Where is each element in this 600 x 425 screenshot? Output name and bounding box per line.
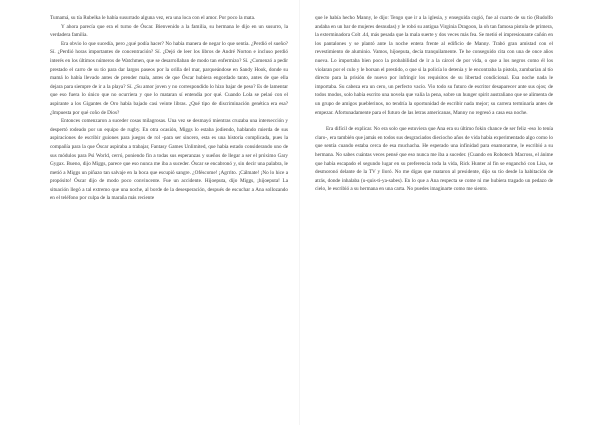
right-page bbox=[315, 14, 553, 414]
right-paragraph-1: que le había hecho Manny, le dijo: Tengo que ir a la iglesia, y enseguida cogió, fue al cuarto de su tío (Rudolfo andaba en un bar de mujeres desnudas) y le robó su antigua Virginia Dragoon, la oh tan famosa pistola de primera, la exterminadora Colt .44, más pesada que la mala suerte y dos veces más fea. Se metió el impresionante cañón en los pantalones y se plantó ante la noche entera frente al edificio de Manny. Trabó gran amistad con el revestimiento de aluminio. Vamos, hijoeputa, decía tranquilamente. Te he conseguido cita con una de once años nueva. Lo importaba bien poco la probabilidad de ir a la cárcel de por vida, o que a los negros como él los violaran por el culo y le borsan el prestido, o que si la policía lo detenía y le encontraba la pistola, zumbarían al tío directo para la prisión de nuevo por infringir los requisitos de su libertad condicional. Esa noche nada le importaba. Su cabeza era un cero, un perfecto vacío. Vio todo su futuro de escritor desaparecer ante sus ojos; de todos modos, solo había escrito una novela que valía la pena, sobre un hunger spirit australiano que se alimenta de un grupo de amigos pueblerinos, no tendría la oportunidad de escribir nada mejor; su carrera terminaría antes de empezar. Afortunadamente para el futuro de las letras americanas, Manny no regresó a casa esa noche. bbox=[315, 15, 553, 116]
left-paragraph-2: Y ahora parecía que era el turno de Óscar. Bienvenido a la familia, su hermana le dijo en un susurro, la verdadera familia. bbox=[50, 23, 288, 39]
left-paragraph-3: Era obvio lo que sucedía, pero ¿qué podía hacer? No había manera de negar lo que sentía. ¿Perdió el sueño? Sí. ¿Perdió horas importantes de concentración? Sí. ¿Dejó de leer los libros de André Norton e incluso perdió interés en los últimos números de Watchmen, que se desarrollaban de modo tan enfermizo? Sí. ¿Comenzó a pedir prestado el carro de su tío para dar largos paseos por la orilla del mar, parqueándose en Sandy Hook, donde su mamá lo había llevado antes de prender mala, antes de que Óscar hubiera engordado tanto, antes de que ella dejara para siempre de ir a la playa? Sí. ¿Su amor joven y no correspondido lo hizo bajar de peso? Es de lamentar que eso fuera lo único que no ocurriera y que lo mataran sí entendía por qué. Cuando Lola se pelaó con el aspirante a los Gigantes de Oro había bajado casi veinte libras. ¿Qué tipo de discriminación genética era esa? ¿Impuesta por qué coño de Dios? bbox=[50, 40, 288, 116]
left-paragraph-1: Tumamá, su tía Rubelka le había susurrado alguna vez, era una loca con el amor. Por poco la mata. bbox=[50, 15, 256, 21]
right-paragraph-2: Era difícil de explicar. No era solo que estuviera que Ana era su último fokin chance de ser feliz -eso lo tenía claro-, era también que jamás en todos sus desgraciados dieciocho años de vida había experimentado algo como lo que sentía cuando estaba cerca de esa muchacha. He esperado una infinidad para enamorarme, le escribió a su hermana. No sabes cuántas veces pensé que eso nunca me iba a suceder. (Cuando en Robotech Macross, el ánime que había escapado el segundo lugar en su preferencia toda la vida, Rick Hunter al fin se enganchó con Lisa, se desmoronó delante de la TV y lloró. No me digas que mataron al presidente, dijo su tío desde la habitación de atrás, donde inhalaba (u-quis-ti-ya-sabes). En lo que a Ana respecta se come ni me hubiera tragado un pedazo de cielo, le escribió a su hermana en una carta. No puedes imaginarte como me siento. bbox=[315, 126, 553, 193]
book-gutter bbox=[299, 0, 300, 425]
left-paragraph-4: Entonces comenzaron a suceder cosas milagrosas. Una vez se desmayó mientras cruzaba una intersección y despertó rodeado por un equipo de rugby. En otra ocasión, Miggs lo estaba jodiendo, hablando mierda de sus aspiraciones de escribir guiones para juegos de rol -para ser sincero, esta es una historia complicada, pues la compañía para la que Óscar aspiraba a trabajar, Fantasy Games Unlimited, que había estado considerando uno de sus módulos para Psi World, cerró, poniendo fin a todas sus esperanzas y sueños de llegar a ser el próximo Gary Gygax. Bueno, dijo Miggs, parece que eso nunca me iba a suceder. Óscar se encabronó y, sin decir una palabra, le metió a Miggs un piñazo tan salvaje en la boca que escupió sangre. ¿Oféscome! ¡Agrrito. ¡Cálmate! ¡No lo hice a propósito! Óscar dijo de modo poco convincente. Fue un accidente. Hijoeputa, dijo Miggs, ¡hijoeputa! La situación llegó a tal extremo que una noche, al borde de la desesperación, después de escuchar a Ana sollozando en el teléfono por culpa de la maraña más reciente bbox=[50, 118, 288, 202]
left-page bbox=[50, 14, 288, 414]
